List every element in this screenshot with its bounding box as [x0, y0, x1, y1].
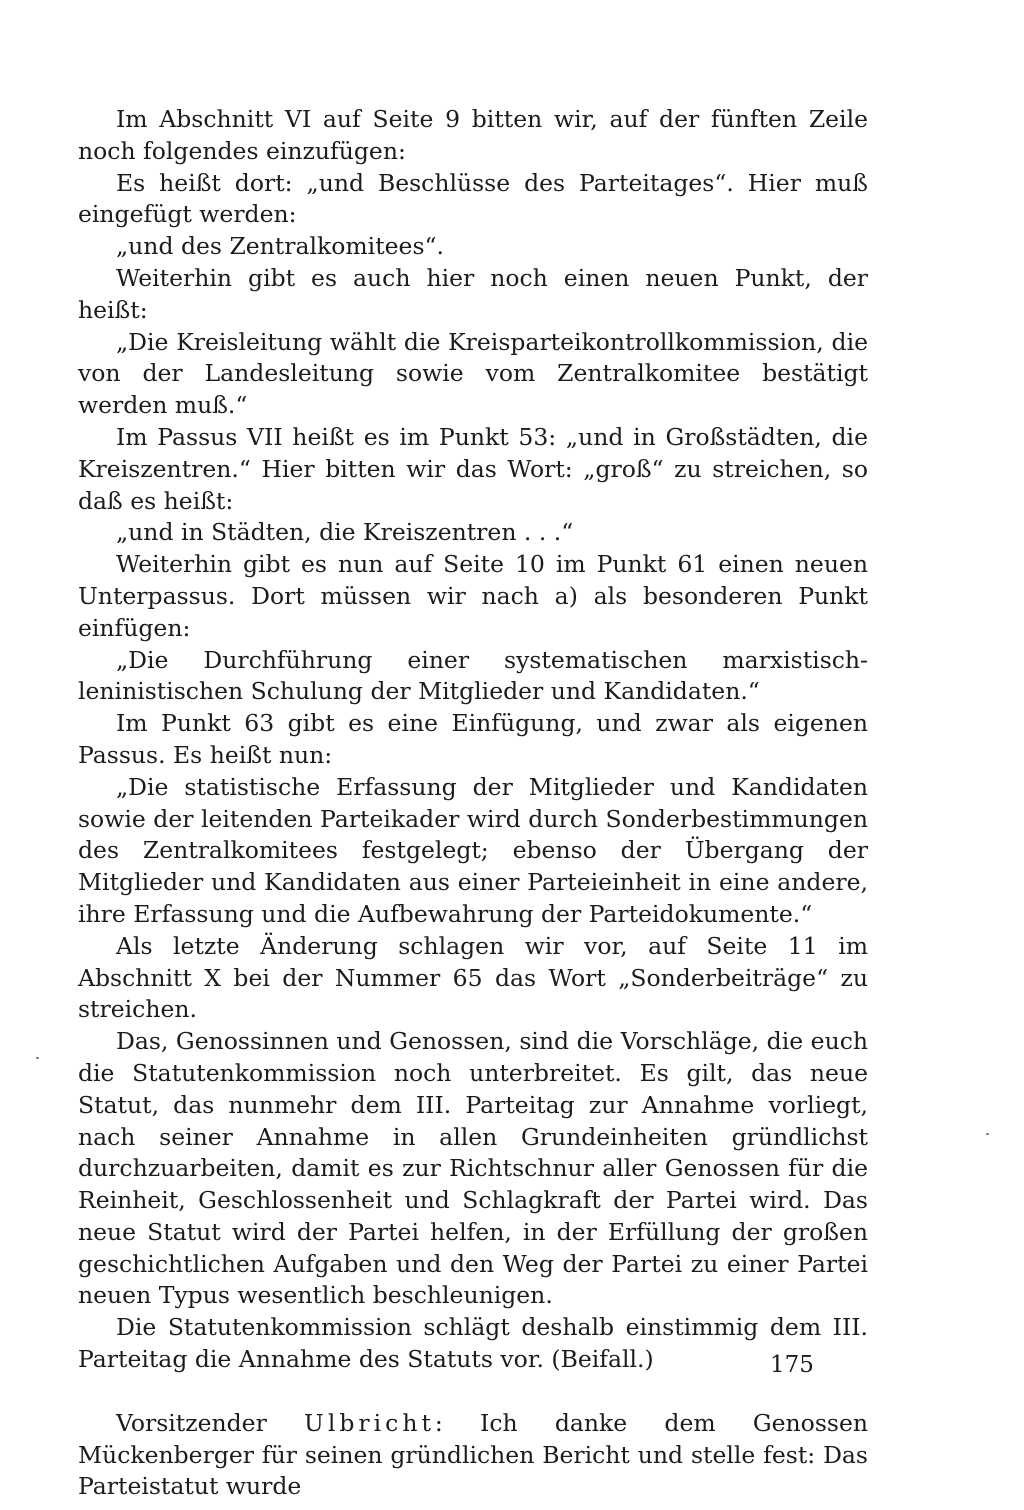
- closing-text: : Ich danke dem Genossen Mückenberger für seinen gründlichen Bericht und stelle fest: Das Parteistatut wurde: [78, 1408, 868, 1501]
- paragraph-1: Im Abschnitt VI auf Seite 9 bitten wir, auf der fünften Zeile noch folgendes einzufügen:: [78, 105, 868, 165]
- paragraph-14: Die Statutenkommission schlägt deshalb einstimmig dem III. Parteitag die Annahme des Statuts vor. (Beifall.): [78, 1313, 868, 1374]
- body-text: [78, 104, 868, 1503]
- paragraph-10: Im Punkt 63 gibt es eine Einfügung, und zwar als eigenen Passus. Es heißt nun:: [78, 709, 868, 769]
- closing-prefix: Vorsitzender: [116, 1408, 305, 1437]
- paragraph-4: Weiterhin gibt es auch hier noch einen neuen Punkt, der heißt:: [78, 263, 868, 324]
- paragraph-9: „Die Durchführung einer systematischen marxistisch-leninistischen Schulung der Mitglieder und Kandidaten.“: [78, 645, 868, 706]
- paragraph-13: Das, Genossinnen und Genossen, sind die Vorschläge, die euch die Statutenkommission noch unterbreitet. Es gilt, das neue Statut, das nunmehr dem III. Parteitag zur Annahme vorliegt, nach seiner Annahme in allen Grundeinheiten gründlichst durchzuarbeiten, damit es zur Richtschnur aller Genossen für die Reinheit, Geschlossenheit und Schlagkraft der Partei wird. Das neue Statut wird der Partei helfen, in der Erfüllung der großen geschichtlichen Aufgaben und den Weg der Partei zu einer Partei neuen Typus wesentlich beschleunigen.: [78, 1027, 868, 1310]
- paragraph-3: „und des Zentralkomitees“.: [116, 232, 445, 261]
- print-speck: [36, 1057, 39, 1059]
- paragraph-12: Als letzte Änderung schlagen wir vor, auf Seite 11 im Abschnitt X bei der Nummer 65 das Wort „Sonderbeiträge“ zu streichen.: [78, 931, 868, 1024]
- paragraph-7: „und in Städten, die Kreiszentren . . .“: [116, 518, 574, 547]
- paragraph-5: „Die Kreisleitung wählt die Kreisparteikontrollkommission, die von der Landesleitung sowie vom Zentralkomitee bestätigt werden muß.“: [78, 327, 868, 420]
- closing-paragraph: [78, 1408, 868, 1503]
- page-number: 175: [770, 1352, 814, 1378]
- paragraph-8: Weiterhin gibt es nun auf Seite 10 im Punkt 61 einen neuen Unterpassus. Dort müssen wir nach a) als besonderen Punkt einfügen:: [78, 550, 868, 642]
- paragraph-2: Es heißt dort: „und Beschlüsse des Parteitages“. Hier muß eingefügt werden:: [78, 168, 868, 229]
- paragraph-6: Im Passus VII heißt es im Punkt 53: „und in Großstädten, die Kreiszentren.“ Hier bitten wir das Wort: „groß“ zu streichen, so daß es heißt:: [78, 422, 868, 515]
- print-speck: [986, 1133, 989, 1135]
- speaker-name: Ulbricht: [304, 1408, 435, 1437]
- paragraph-11: „Die statistische Erfassung der Mitglieder und Kandidaten sowie der leitenden Parteikader wird durch Sonderbestimmungen des Zentralkomitees festgelegt; ebenso der Übergang der Mitglieder und Kandidaten aus einer Parteieinheit in eine andere, ihre Erfassung und die Aufbewahrung der Parteidokumente.“: [78, 772, 868, 928]
